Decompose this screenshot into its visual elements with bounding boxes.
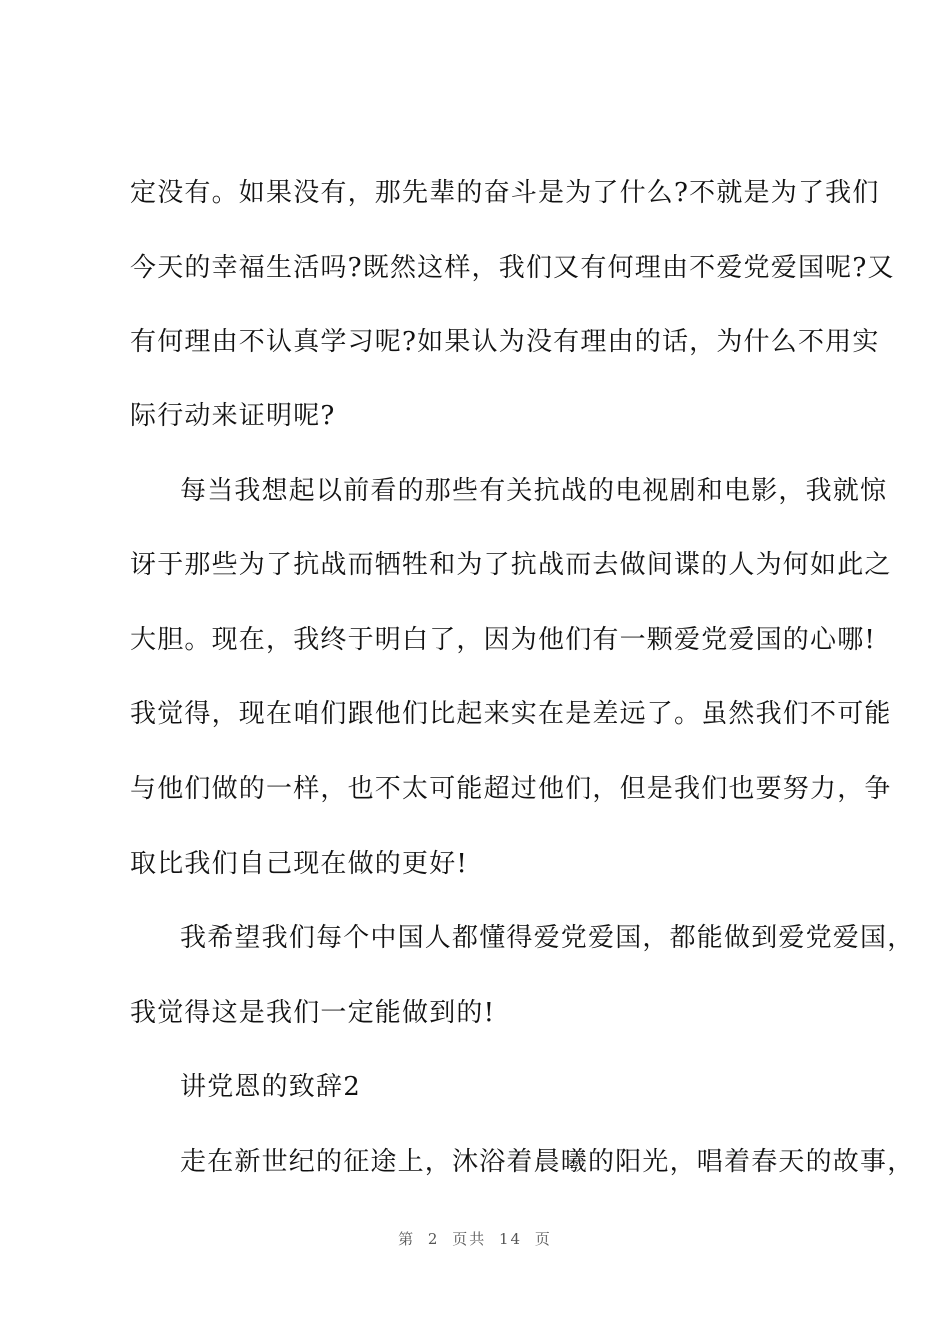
body-text-line: 大胆。现在，我终于明白了，因为他们有一颗爱党爱国的心哪!	[130, 625, 877, 655]
body-text-line: 有何理由不认真学习呢?如果认为没有理由的话，为什么不用实	[130, 327, 880, 357]
paragraph-first-line: 我希望我们每个中国人都懂得爱党爱国，都能做到爱党爱国，	[180, 923, 915, 953]
section-heading: 讲党恩的致辞2	[180, 1072, 361, 1102]
page-footer: 第 2 页共 14 页	[398, 1230, 552, 1248]
body-text-line: 我觉得，现在咱们跟他们比起来实在是差远了。虽然我们不可能	[130, 699, 892, 729]
body-text-line: 与他们做的一样，也不太可能超过他们，但是我们也要努力，争	[130, 774, 892, 804]
paragraph-first-line: 走在新世纪的征途上，沐浴着晨曦的阳光，唱着春天的故事，	[180, 1147, 915, 1177]
body-text-line: 讶于那些为了抗战而牺牲和为了抗战而去做间谍的人为何如此之	[130, 550, 892, 580]
paragraph-first-line: 每当我想起以前看的那些有关抗战的电视剧和电影，我就惊	[180, 476, 888, 506]
body-text-line: 我觉得这是我们一定能做到的!	[130, 998, 496, 1028]
body-text-line: 定没有。如果没有，那先辈的奋斗是为了什么?不就是为了我们	[130, 178, 880, 208]
body-text-line: 取比我们自己现在做的更好!	[130, 849, 469, 879]
body-text-line: 际行动来证明呢?	[130, 401, 336, 431]
body-text-line: 今天的幸福生活吗?既然这样，我们又有何理由不爱党爱国呢?又	[130, 253, 895, 283]
